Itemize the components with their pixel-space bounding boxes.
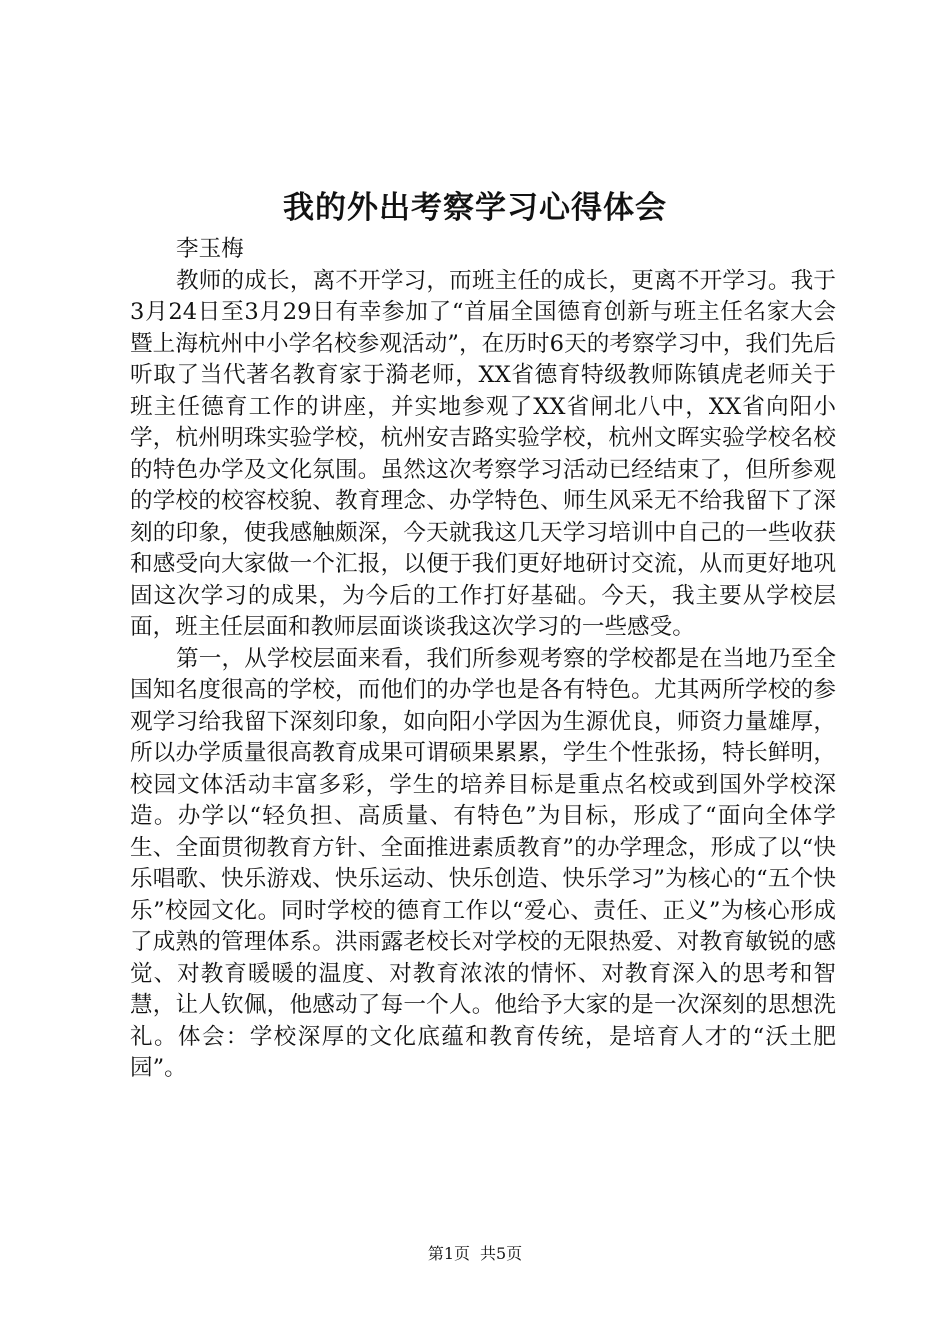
- page-total: 共5页: [480, 1244, 523, 1263]
- document-body: [130, 234, 836, 1085]
- document-title: 我的外出考察学习心得体会: [283, 190, 667, 226]
- author-name: 李玉梅: [176, 236, 244, 262]
- paragraph-intro: 教师的成长，离不开学习，而班主任的成长，更离不开学习。我于3月24日至3月29日有幸参加了“首届全国德育创新与班主任名家大会暨上海杭州中小学名校参观活动”，在历时6天的考察学习中，我们先后听取了当代著名教育家于漪老师，XX省德育特级教师陈镇虎老师关于班主任德育工作的讲座，并实地参观了XX省闸北八中，XX省向阳小学，杭州明珠实验学校，杭州安吉路实验学校，杭州文晖实验学校名校的特色办学及文化氛围。虽然这次考察学习活动已经结束了，但所参观的学校的校容校貌、教育理念、办学特色、师生风采无不给我留下了深刻的印象，使我感触颇深，今天就我这几天学习培训中自己的一些收获和感受向大家做一个汇报，以便于我们更好地研讨交流，从而更好地巩固这次学习的成果，为今后的工作打好基础。今天，我主要从学校层面，班主任层面和教师层面谈谈我这次学习的一些感受。: [130, 267, 836, 640]
- paragraph-school-level: 第一，从学校层面来看，我们所参观考察的学校都是在当地乃至全国知名度很高的学校，而他们的办学也是各有特色。尤其两所学校的参观学习给我留下深刻印象，如向阳小学因为生源优良，师资力量雄厚，所以办学质量很高教育成果可谓硕果累累，学生个性张扬，特长鲜明，校园文体活动丰富多彩，学生的培养目标是重点名校或到国外学校深造。办学以“轻负担、高质量、有特色”为目标，形成了“面向全体学生、全面贯彻教育方针、全面推进素质教育”的办学理念，形成了以“快乐唱歌、快乐游戏、快乐运动、快乐创造、快乐学习”为核心的“五个快乐”校园文化。同时学校的德育工作以“爱心、责任、正义”为核心形成了成熟的管理体系。洪雨露老校长对学校的无限热爱、对教育敏锐的感觉、对教育暖暖的温度、对教育浓浓的情怀、对教育深入的思考和智慧，让人钦佩，他感动了每一个人。他给予大家的是一次深刻的思想洗礼。体会：学校深厚的文化底蕴和教育传统，是培育人才的“沃土肥园”。: [130, 645, 836, 1081]
- page-number: 第1页: [427, 1244, 470, 1263]
- page-footer: [0, 1243, 950, 1265]
